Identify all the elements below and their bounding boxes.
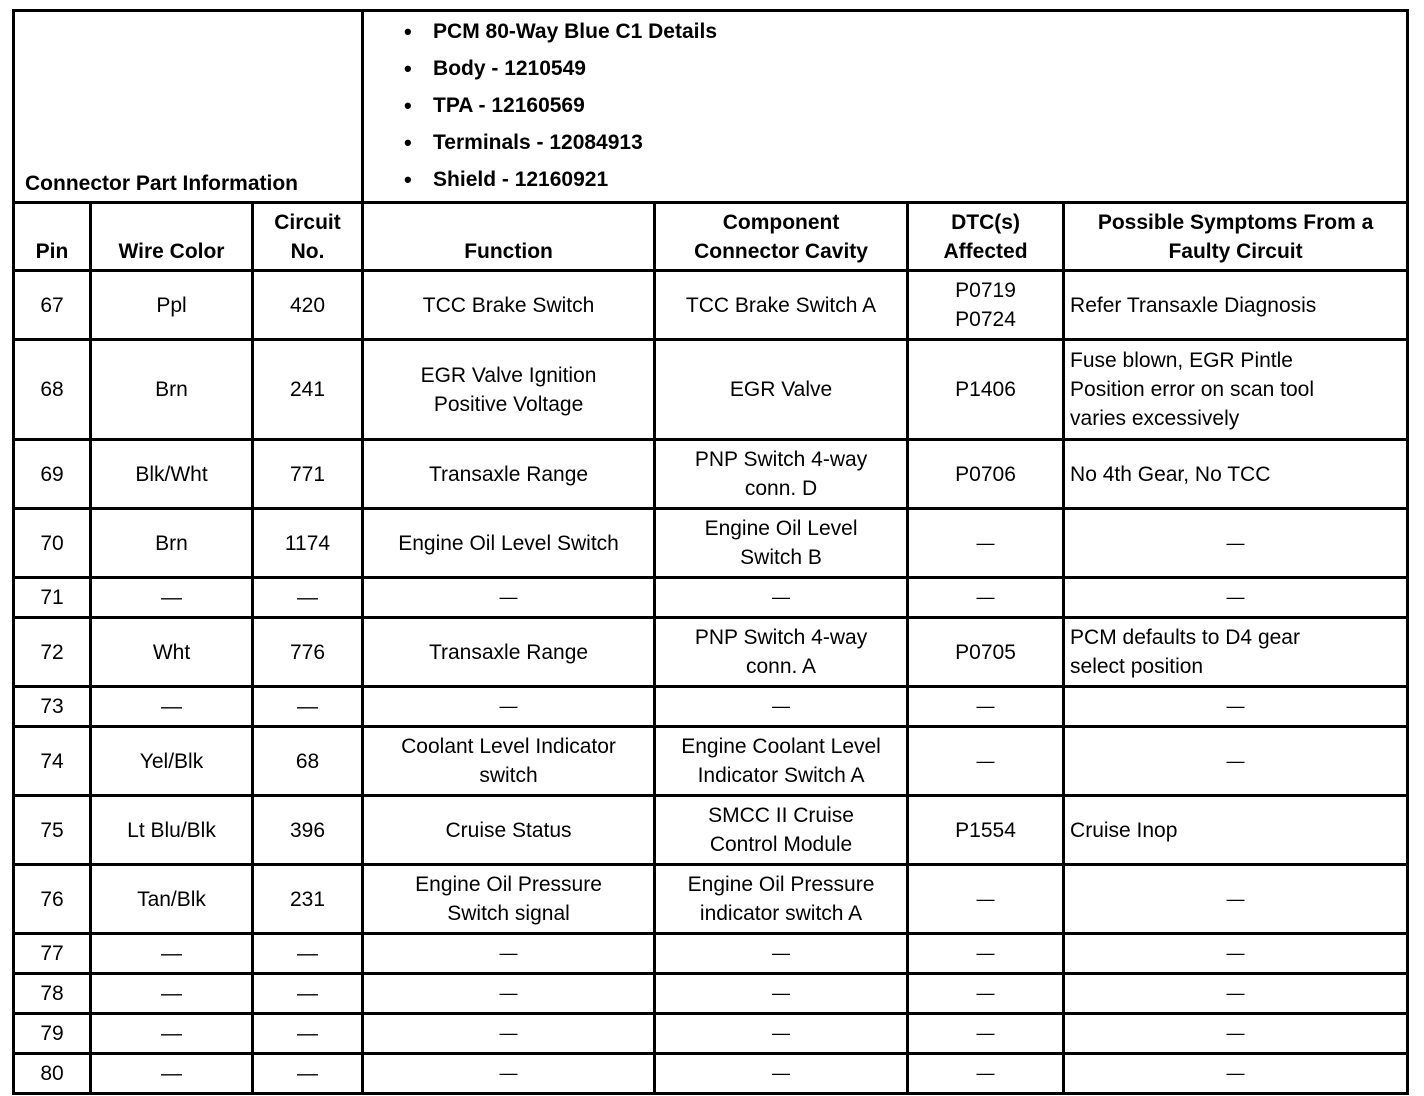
dtc-cell-line: — [976,888,995,909]
dtc-cell-line: — [976,1023,995,1043]
detail-item: • Terminals - 12084913 [404,127,1406,164]
dtc-cell [908,1014,1064,1054]
symptoms-cell [1064,687,1408,727]
component-cell-line: — [772,983,791,1003]
function-cell [363,440,655,509]
component-cell-line: — [772,1063,791,1083]
circuit-cell: — [253,934,363,974]
component-cell [655,796,908,865]
circuit-cell: 396 [253,796,363,865]
column-header-row [14,203,1408,271]
function-cell [363,796,655,865]
pin-cell: 75 [14,796,91,865]
wire-color-cell: — [91,1054,253,1094]
pin-cell: 71 [14,578,91,618]
symptoms-cell-line: — [1226,587,1245,607]
component-cell-line: PNP Switch 4-way [694,448,868,471]
symptoms-cell-line: Refer Transaxle Diagnosis [1070,293,1317,317]
pin-cell: 77 [14,934,91,974]
dtc-cell [908,1054,1064,1094]
component-cell [655,934,908,974]
wire-color-cell: — [91,1014,253,1054]
symptoms-cell [1064,865,1408,934]
header-circuit-no: Circuit No. [253,203,363,271]
dtc-cell [908,687,1064,727]
component-cell [655,618,908,687]
symptoms-cell [1064,440,1408,509]
dtc-cell-line: — [976,1063,995,1083]
component-cell-line: Engine Coolant Level [681,735,881,758]
function-cell-line: TCC Brake Switch [422,293,595,317]
pin-cell: 74 [14,727,91,796]
table-row [14,687,1408,727]
function-cell [363,618,655,687]
symptoms-cell-line: — [1226,696,1245,716]
circuit-cell: 241 [253,340,363,440]
component-cell-line: PNP Switch 4-way [694,626,868,649]
dtc-cell-line: — [976,943,995,963]
dtc-cell [908,578,1064,618]
dtc-cell [908,440,1064,509]
function-cell-line: switch [479,764,538,787]
symptoms-cell-line: — [1226,888,1245,909]
circuit-cell: — [253,1054,363,1094]
wire-color-cell: Yel/Blk [91,727,253,796]
dtc-cell-line: — [976,983,995,1003]
function-cell-line: — [499,943,518,963]
symptoms-cell-line: — [1226,983,1245,1003]
wire-color-cell: — [91,934,253,974]
component-cell [655,340,908,440]
component-cell [655,509,908,578]
function-cell [363,509,655,578]
table-row [14,865,1408,934]
table-row [14,934,1408,974]
table-row [14,271,1408,340]
dtc-cell [908,974,1064,1014]
symptoms-cell [1064,796,1408,865]
dtc-cell-line: P1554 [955,818,1016,842]
table-row [14,340,1408,440]
component-cell [655,271,908,340]
function-cell [363,578,655,618]
symptoms-cell [1064,618,1408,687]
table-row [14,509,1408,578]
dtc-cell [908,618,1064,687]
dtc-cell [908,934,1064,974]
function-cell [363,727,655,796]
symptoms-cell [1064,1014,1408,1054]
symptoms-cell [1064,340,1408,440]
symptoms-cell-line: — [1226,750,1245,771]
symptoms-cell [1064,578,1408,618]
table-row [14,440,1408,509]
component-cell [655,865,908,934]
table-row [14,974,1408,1014]
function-cell-line: Cruise Status [445,818,572,842]
function-cell [363,340,655,440]
dtc-cell-line: — [976,532,995,553]
table-row [14,1054,1408,1094]
component-cell-line: conn. A [746,655,817,678]
pin-cell: 70 [14,509,91,578]
circuit-cell: — [253,1014,363,1054]
circuit-cell: 771 [253,440,363,509]
circuit-cell: 420 [253,271,363,340]
component-cell-line: — [772,587,791,607]
pin-table [12,9,1409,1095]
component-cell-line: Engine Oil Level [704,517,858,540]
component-cell-line: conn. D [744,477,818,500]
pin-cell: 72 [14,618,91,687]
table-row [14,1014,1408,1054]
function-cell-line: — [499,983,518,1003]
circuit-cell: 1174 [253,509,363,578]
component-cell-line: Control Module [709,833,853,856]
component-cell [655,1014,908,1054]
dtc-cell-line: P0705 [955,640,1016,664]
component-cell-line: Switch B [740,546,822,569]
wire-color-cell: Brn [91,340,253,440]
symptoms-cell-line: Cruise Inop [1070,818,1178,842]
component-cell [655,578,908,618]
function-cell-line: Positive Voltage [433,392,584,416]
dtc-cell-line: P0719 [955,279,1016,302]
wire-color-cell: Wht [91,618,253,687]
function-cell-line: Switch signal [447,902,570,925]
dtc-cell-line: — [976,587,995,607]
detail-item: • PCM 80-Way Blue C1 Details [404,16,1406,53]
dtc-cell-line: P0706 [955,462,1016,486]
connector-details [363,11,1408,203]
dtc-cell-line: — [976,750,995,771]
component-cell-line: Indicator Switch A [697,764,865,787]
function-cell [363,1054,655,1094]
pin-cell: 76 [14,865,91,934]
component-cell-line: — [772,1023,791,1043]
dtc-cell [908,509,1064,578]
wire-color-cell: Tan/Blk [91,865,253,934]
symptoms-cell-line: No 4th Gear, No TCC [1070,462,1271,486]
dtc-cell [908,796,1064,865]
symptoms-cell [1064,974,1408,1014]
dtc-cell-line: P1406 [955,378,1016,401]
function-cell-line: — [499,1023,518,1043]
wire-color-cell: — [91,578,253,618]
symptoms-cell [1064,727,1408,796]
component-cell-line: EGR Valve [729,378,833,401]
wire-color-cell: Blk/Wht [91,440,253,509]
pin-cell: 67 [14,271,91,340]
pin-cell: 73 [14,687,91,727]
symptoms-cell-line: — [1226,532,1245,553]
table-row [14,618,1408,687]
pin-cell: 80 [14,1054,91,1094]
function-cell-line: Engine Oil Pressure [415,873,602,896]
symptoms-cell-line: varies excessively [1070,407,1240,430]
function-cell-line: Engine Oil Level Switch [398,531,619,555]
detail-item: • Body - 1210549 [404,53,1406,90]
component-cell-line: — [772,943,791,963]
component-cell [655,687,908,727]
pin-cell: 68 [14,340,91,440]
pin-cell: 69 [14,440,91,509]
component-cell [655,440,908,509]
symptoms-cell-line: Position error on scan tool [1070,378,1314,401]
function-cell-line: EGR Valve Ignition [420,363,597,387]
function-cell-line: Coolant Level Indicator [401,735,616,758]
symptoms-cell-line: select position [1070,655,1204,678]
component-cell [655,974,908,1014]
pin-cell: 78 [14,974,91,1014]
function-cell-line: Transaxle Range [428,640,589,664]
function-cell-line: Transaxle Range [428,462,589,486]
dtc-cell-line: P0724 [955,308,1016,331]
wire-color-cell: Lt Blu/Blk [91,796,253,865]
component-cell [655,727,908,796]
wire-color-cell: Ppl [91,271,253,340]
function-cell [363,865,655,934]
header-function: Function [363,203,655,271]
component-cell-line: indicator switch A [699,902,863,925]
header-pin: Pin [14,203,91,271]
header-dtc: DTC(s) Affected [908,203,1064,271]
table-row [14,578,1408,618]
function-cell [363,934,655,974]
circuit-cell: — [253,687,363,727]
header-wire-color: Wire Color [91,203,253,271]
function-cell [363,271,655,340]
symptoms-cell-line: Fuse blown, EGR Pintle [1070,349,1293,372]
component-cell-line: — [772,696,791,716]
dtc-cell-line: — [976,696,995,716]
detail-item: • TPA - 12160569 [404,90,1406,127]
circuit-cell: 231 [253,865,363,934]
dtc-cell [908,271,1064,340]
function-cell-line: — [499,587,518,607]
wire-color-cell: — [91,974,253,1014]
table-row [14,727,1408,796]
function-cell-line: — [499,696,518,716]
function-cell [363,1014,655,1054]
symptoms-cell-line: — [1226,1063,1245,1083]
connector-info-row [14,11,1408,203]
symptoms-cell-line: PCM defaults to D4 gear [1070,626,1300,649]
symptoms-cell-line: — [1226,1023,1245,1043]
symptoms-cell-line: — [1226,943,1245,963]
pin-cell: 79 [14,1014,91,1054]
symptoms-cell [1064,934,1408,974]
connector-part-info-label: Connector Part Information [14,11,363,203]
circuit-cell: 68 [253,727,363,796]
symptoms-cell [1064,1054,1408,1094]
dtc-cell [908,340,1064,440]
wire-color-cell: Brn [91,509,253,578]
circuit-cell: — [253,974,363,1014]
symptoms-cell [1064,509,1408,578]
table-row [14,796,1408,865]
component-cell-line: TCC Brake Switch A [685,293,877,317]
wire-color-cell: — [91,687,253,727]
component-cell-line: SMCC II Cruise [708,804,854,827]
component-cell-line: Engine Oil Pressure [687,873,875,896]
function-cell-line: — [499,1063,518,1083]
circuit-cell: — [253,578,363,618]
header-component: Component Connector Cavity [655,203,908,271]
dtc-cell [908,865,1064,934]
detail-item: • Shield - 12160921 [404,164,1406,201]
function-cell [363,687,655,727]
circuit-cell: 776 [253,618,363,687]
component-cell [655,1054,908,1094]
dtc-cell [908,727,1064,796]
header-symptoms: Possible Symptoms From a Faulty Circuit [1064,203,1408,271]
function-cell [363,974,655,1014]
symptoms-cell [1064,271,1408,340]
